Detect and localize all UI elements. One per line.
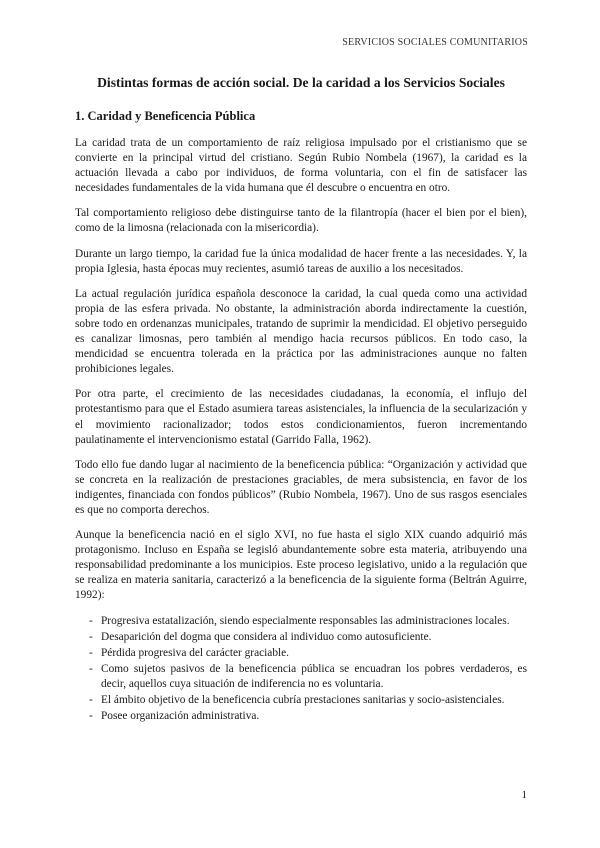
paragraph: Tal comportamiento religioso debe distinguirse tanto de la filantropía (hacer el bien por el bien), como de la limosna (relacionada con la misericordia). [75, 207, 527, 235]
paragraph: La actual regulación jurídica española desconoce la caridad, la cual queda como una actividad propia de las esfera privada. No obstante, la administración aborda indirectamente la cuestión, sobre todo en ordenanzas municipales, tratando de suprimir la mendicidad. El objetivo perseguido es canalizar limosnas, pero también al mendigo hacia recursos públicos. En todo caso, la mendicidad se encuentra tolerada en la práctica por las administraciones aunque no falten prohibiciones legales. [75, 287, 527, 376]
section-heading: 1. Caridad y Beneficencia Pública [75, 109, 256, 123]
list-item [75, 614, 527, 629]
dash-bullet: - [89, 694, 93, 706]
running-header: SERVICIOS SOCIALES COMUNITARIOS [342, 37, 528, 48]
list-item-text: El ámbito objetivo de la beneficencia cubría prestaciones sanitarias y socio-asistenciales. [101, 694, 505, 706]
paragraph: Aunque la beneficencia nació en el siglo XVI, no fue hasta el siglo XIX cuando adquirió más protagonismo. Incluso en España se legisló abundantemente sobre esta materia, atribuyendo una responsabilidad predominante a los municipios. Este proceso legislativo, unido a la regulación que se realiza en materia sanitaria, caracterizó a la beneficencia de la siguiente forma (Beltrán Aguirre, 1992): [75, 529, 527, 602]
list-item [75, 646, 527, 661]
paragraph: La caridad trata de un comportamiento de raíz religiosa impulsado por el cristianismo que se convierte en la principal virtud del cristiano. Según Rubio Nombela (1967), la caridad es la actuación llevada a cabo por individuos, de forma voluntaria, con el fin de satisfacer las necesidades fundamentales de la vida humana que él descubre o encuentra en otro. [75, 137, 527, 195]
document-title: Distintas formas de acción social. De la caridad a los Servicios Sociales [97, 75, 505, 90]
dash-bullet: - [89, 630, 93, 643]
page-content [75, 74, 527, 725]
list-item-text: Pérdida progresiva del carácter graciable. [101, 646, 290, 659]
characteristics-list [75, 614, 527, 725]
page-number: 1 [521, 789, 527, 801]
paragraph: Todo ello fue dando lugar al nacimiento de la beneficencia pública: “Organización y actividad que se concreta en la realización de prestaciones graciables, de mera subsistencia, en favor de los indigentes, financiada con fondos públicos” (Rubio Nombela, 1967). Uno de sus rasgos esenciales es que no comporta derechos. [75, 458, 527, 516]
dash-bullet: - [89, 662, 93, 675]
list-item [75, 662, 527, 692]
dash-bullet: - [89, 710, 93, 723]
list-item-text: Progresiva estatalización, siendo especialmente responsables las administraciones locales. [101, 614, 510, 627]
list-item-text: Como sujetos pasivos de la beneficencia pública se encuadran los pobres verdaderos, es decir, aquellos cuya situación de indiferencia no es voluntaria. [101, 662, 527, 690]
dash-bullet: - [89, 614, 93, 627]
list-item [75, 693, 527, 708]
list-item-text: Posee organización administrativa. [101, 710, 260, 723]
paragraph: Durante un largo tiempo, la caridad fue la única modalidad de hacer frente a las necesidades. Y, la propia Iglesia, hasta épocas muy recientes, asumió tareas de auxilio a los necesitados. [75, 247, 527, 275]
dash-bullet: - [89, 646, 93, 659]
list-item [75, 630, 527, 645]
list-item [75, 709, 527, 724]
list-item-text: Desaparición del dogma que considera al individuo como autosuficiente. [101, 630, 432, 643]
paragraph: Por otra parte, el crecimiento de las necesidades ciudadanas, la economía, el influjo del protestantismo para que el Estado asumiera tareas asistenciales, la influencia de la secularización y el movimiento racionalizador; todos estos condicionamientos, fueron incrementando paulatinamente el intervencionismo estatal (Garrido Falla, 1962). [75, 388, 527, 446]
